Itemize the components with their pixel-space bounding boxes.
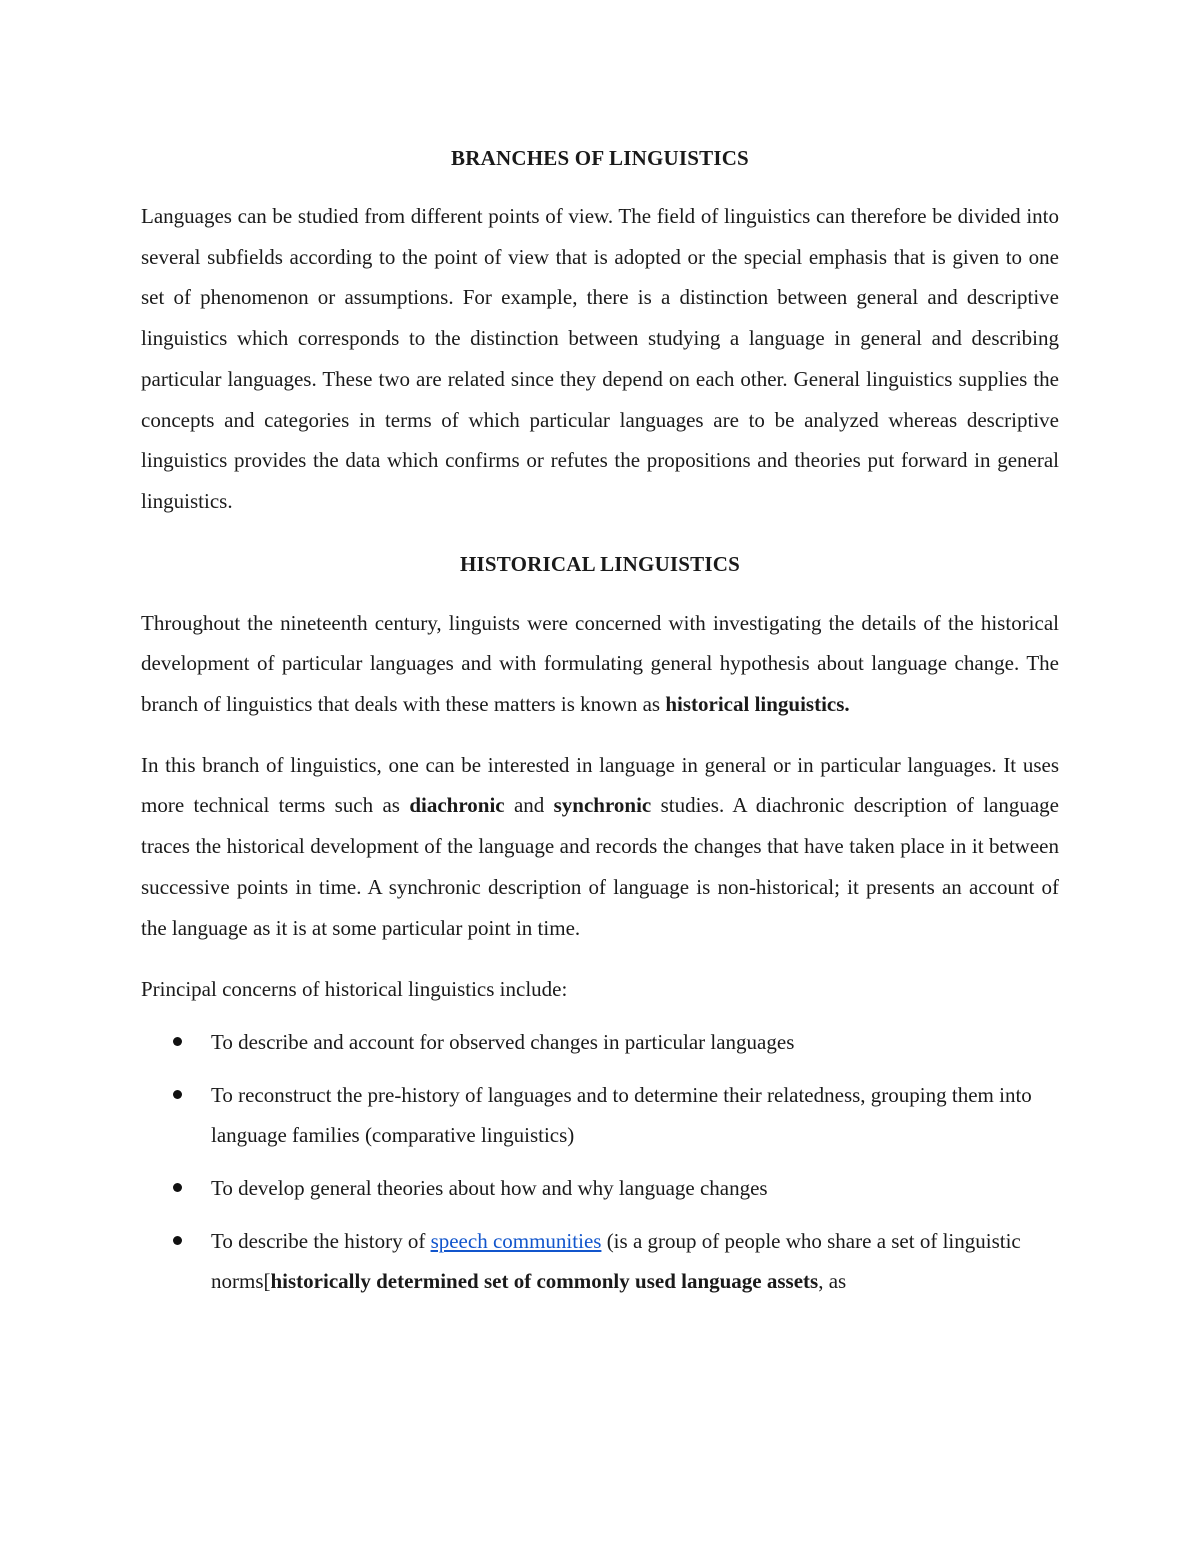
paragraph-text: and bbox=[504, 793, 554, 818]
intro-paragraph: Languages can be studied from different points of view. The field of linguistics can therefore be divided into several subfields according to the point of view that is adopted or the special emphasis that is given to one set of phenomenon or assumptions. For example, there is a distinction between general and descriptive linguistics which corresponds to the distinction between studying a language in general and describing particular languages. These two are related since they depend on each other. General linguistics supplies the concepts and categories in terms of which particular languages are to be analyzed whereas descriptive linguistics provides the data which confirms or refutes the propositions and theories put forward in general linguistics. bbox=[141, 204, 1059, 513]
concerns-list bbox=[141, 1022, 1059, 1302]
list-item bbox=[141, 1022, 1059, 1063]
list-item-text bbox=[211, 1229, 1021, 1294]
list-item-middle: (is a group of people who share a set of linguistic norms[ bbox=[211, 1228, 1021, 1294]
paragraph-text: Throughout the nineteenth century, linguists were concerned with investigating the details of the historical development of particular languages and with formulating general hypothesis about language change. The branch of linguistics that deals with these matters is known as bbox=[141, 610, 1059, 717]
paragraph-text: In this branch of linguistics, one can be interested in language in general or in particular languages. It uses more technical terms such as bbox=[141, 752, 1059, 818]
bold-definition: historically determined set of commonly used language assets bbox=[270, 1269, 819, 1294]
document-title: BRANCHES OF LINGUISTICS bbox=[451, 146, 749, 170]
list-item bbox=[141, 1168, 1059, 1209]
historical-paragraph-2 bbox=[141, 745, 1059, 949]
list-item-text: To reconstruct the pre-history of languages and to determine their relatedness, grouping them into language families (comparative linguistics) bbox=[211, 1082, 1032, 1148]
list-item-prefix: To describe the history of bbox=[211, 1228, 431, 1253]
bullet-icon bbox=[173, 1236, 182, 1245]
list-item-text: To develop general theories about how and why language changes bbox=[211, 1176, 768, 1201]
bullet-icon bbox=[173, 1037, 182, 1046]
list-item-text: To describe and account for observed changes in particular languages bbox=[211, 1029, 795, 1054]
bold-term-synchronic: synchronic bbox=[553, 793, 652, 818]
document-page bbox=[141, 138, 1059, 1314]
bullet-icon bbox=[173, 1090, 182, 1099]
concerns-intro: Principal concerns of historical linguistics include: bbox=[141, 977, 568, 1002]
speech-communities-link[interactable]: speech communities bbox=[430, 1228, 602, 1253]
list-item bbox=[141, 1221, 1059, 1302]
bullet-icon bbox=[173, 1183, 182, 1192]
bold-term-diachronic: diachronic bbox=[409, 793, 505, 818]
list-item bbox=[141, 1075, 1059, 1156]
historical-paragraph-1 bbox=[141, 603, 1059, 725]
paragraph-text: studies. A diachronic description of language traces the historical development of the language and records the changes that have taken place in it between successive points in time. A synchronic description of language is non-historical; it presents an account of the language as it is at some particular point in time. bbox=[141, 793, 1059, 940]
bold-term-historical-linguistics: historical linguistics. bbox=[665, 692, 850, 717]
list-item-suffix: , as bbox=[818, 1269, 847, 1294]
section-heading: HISTORICAL LINGUISTICS bbox=[459, 551, 741, 576]
